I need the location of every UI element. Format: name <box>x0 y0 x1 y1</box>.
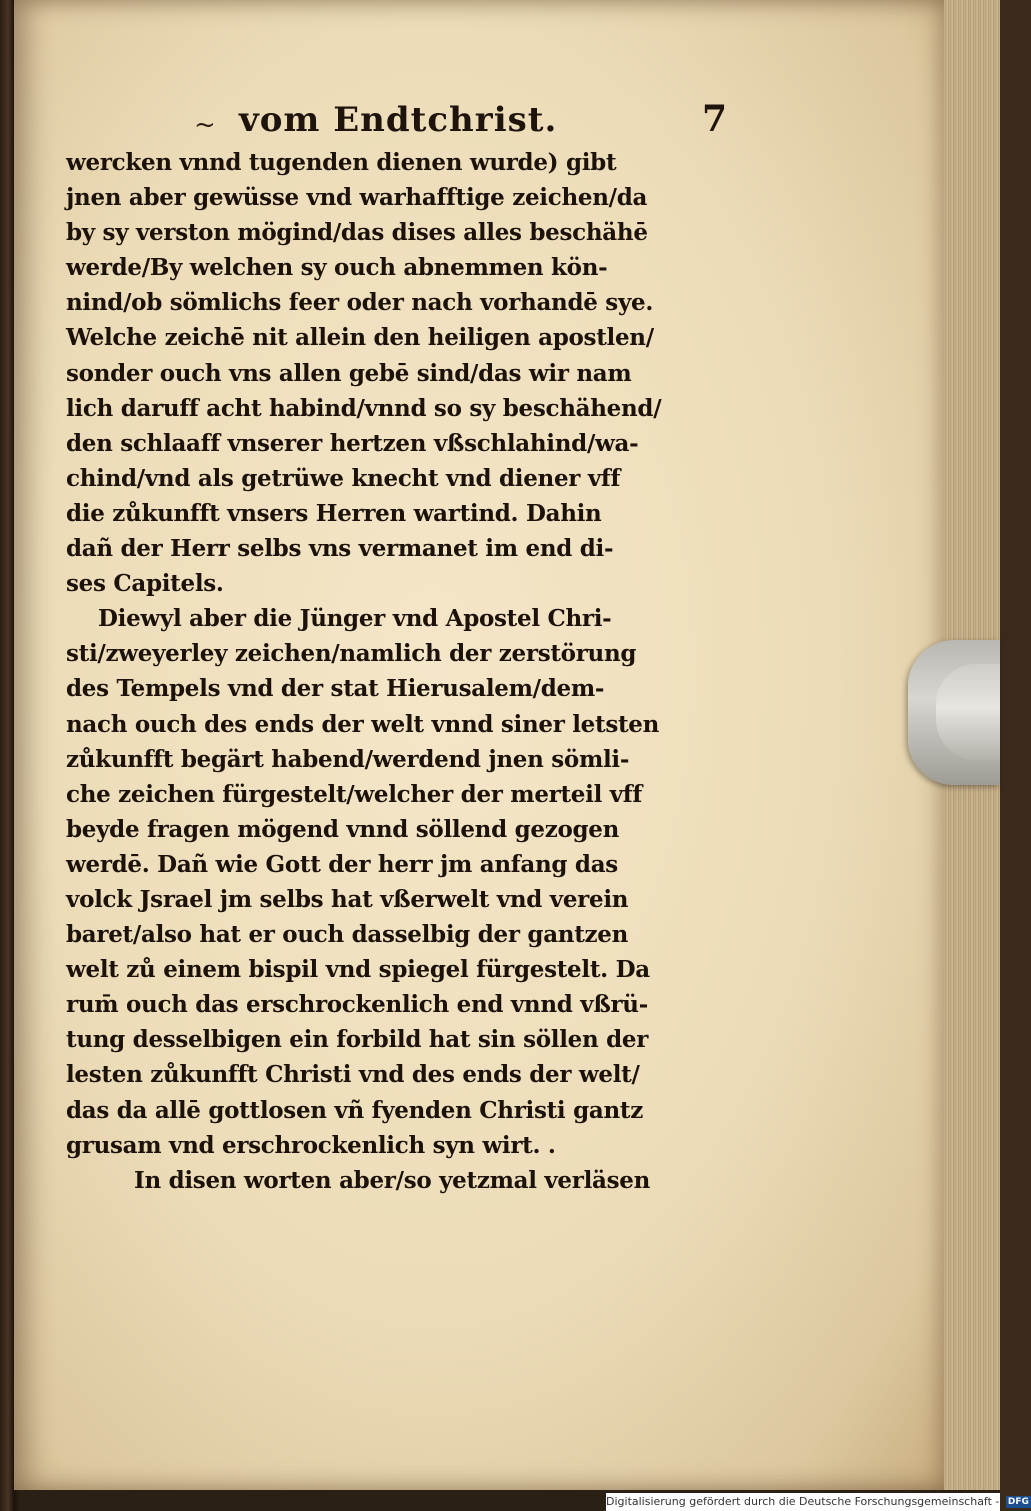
text-line: die zůkunfft vnsers Herren wartind. Dahin <box>66 499 602 527</box>
text-line: Diewyl aber die Jünger vnd Apostel Chri- <box>98 605 612 633</box>
text-line: lesten zůkunfft Christi vnd des ends der welt/ <box>66 1061 640 1089</box>
page-number: 7 <box>702 98 728 140</box>
text-line: jnen aber gewüsse vnd warhafftige zeichen/da <box>66 184 648 212</box>
text-line: beyde fragen mögend vnnd söllend gezogen <box>66 815 620 843</box>
text-line: den schlaaff vnserer hertzen vßschlahind/wa- <box>66 429 639 457</box>
text-line: nind/ob sömlichs feer oder nach vorhandē sye. <box>66 289 654 317</box>
text-block <box>66 145 746 1198</box>
credit-text: Digitalisierung gefördert durch die Deutsche Forschungsgemeinschaft - <box>606 1495 1000 1508</box>
text-line: das da allē gottlosen vñ fyenden Christi gantz <box>66 1096 643 1124</box>
text-line: Welche zeichē nit allein den heiligen apostlen/ <box>66 324 654 352</box>
dfg-logo: DFG <box>1007 1497 1029 1507</box>
text-line: des Tempels vnd der stat Hierusalem/dem- <box>66 675 605 703</box>
text-line: wercken vnnd tugenden dienen wurde) gibt <box>66 149 617 176</box>
head-ornament: ~ <box>194 110 216 140</box>
text-line: sonder ouch vns allen gebē sind/das wir nam <box>66 359 632 387</box>
text-line: sti/zweyerley zeichen/namlich der zerstörung <box>66 640 637 668</box>
text-line: werde/By welchen sy ouch abnemmen kön- <box>66 254 608 282</box>
text-line: zůkunfft begärt habend/werdend jnen sömli- <box>66 745 630 773</box>
text-line: che zeichen fürgestelt/welcher der merteil vff <box>66 780 642 808</box>
text-line: tung desselbigen ein forbild hat sin söllen der <box>66 1026 649 1054</box>
text-line: welt zů einem bispil vnd spiegel fürgestelt. Da <box>66 956 650 984</box>
text-line: chind/vnd als getrüwe knecht vnd diener vff <box>66 464 621 492</box>
page-clip-highlight <box>936 664 1000 760</box>
text-line: by sy verston mögind/das dises alles beschähē <box>66 219 648 247</box>
running-head: vom Endtchrist. <box>239 100 558 140</box>
text-line: baret/also hat er ouch dasselbig der gantzen <box>66 921 629 949</box>
text-line: rum̄ ouch das erschrockenlich end vnnd vßrü- <box>66 991 648 1019</box>
text-line: lich daruff acht habind/vnnd so sy beschähend/ <box>66 394 662 422</box>
text-line: dañ der Herr selbs vns vermanet im end di- <box>66 535 614 563</box>
digitization-credit <box>606 1493 1029 1511</box>
text-line: volck Jsrael jm selbs hat vßerwelt vnd verein <box>66 885 629 913</box>
text-line: grusam vnd erschrockenlich syn wirt. . <box>66 1131 556 1159</box>
text-line: werdē. Dañ wie Gott der herr jm anfang das <box>66 850 618 878</box>
text-line: ses Capitels. <box>66 570 224 598</box>
text-line: nach ouch des ends der welt vnnd siner letsten <box>66 710 660 738</box>
text-line: In disen worten aber/so yetzmal verläsen <box>134 1166 651 1194</box>
book-page <box>14 0 944 1490</box>
